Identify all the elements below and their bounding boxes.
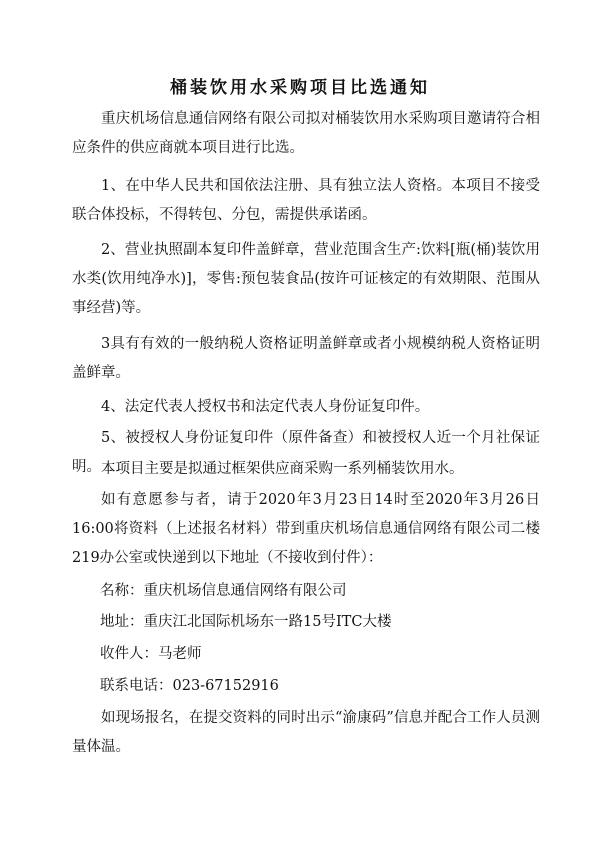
requirement-5: 5、被授权人身份证复印件（原件备查）和被授权人近一个月社保证明。 xyxy=(72,430,540,475)
requirement-2: 2、营业执照副本复印件盖鲜章，营业范围含生产:饮料[瓶(桶)装饮用水类(饮用纯净水)]，零售:预包装食品(按许可证核定的有效期限、范围从事经营)等。 xyxy=(72,242,540,316)
notice-paragraph: 如现场报名，在提交资料的同时出示“渝康码”信息并配合工作人员测量体温。 xyxy=(72,710,540,755)
document-title: 桶装饮用水采购项目比选通知 xyxy=(170,78,430,98)
requirement-1: 1、在中华人民共和国依法注册、具有独立法人资格。本项目不接受联合体投标，不得转包、分包，需提供承诺函。 xyxy=(72,178,540,223)
intro-paragraph: 重庆机场信息通信网络有限公司拟对桶装饮用水采购项目邀请符合相应条件的供应商就本项目进行比选。 xyxy=(72,111,540,156)
contact-recipient: 收件人：马老师 xyxy=(100,646,202,662)
requirement-4: 4、法定代表人授权书和法定代表人身份证复印件。 xyxy=(101,399,430,415)
requirement-3: 3具有有效的一般纳税人资格证明盖鲜章或者小规模纳税人资格证明盖鲜章。 xyxy=(72,336,540,381)
contact-address: 地址：重庆江北国际机场东一路15号ITC大楼 xyxy=(100,614,392,630)
contact-phone: 联系电话：023-67152916 xyxy=(100,678,279,694)
scope-paragraph: 本项目主要是拟通过框架供应商采购一系列桶装饮用水。 xyxy=(101,461,464,477)
contact-name: 名称：重庆机场信息通信网络有限公司 xyxy=(100,583,347,599)
submission-paragraph: 如有意愿参与者，请于2020年3月23日14时至2020年3月26日16:00将资料（上述报名材料）带到重庆机场信息通信网络有限公司二楼219办公室或快递到以下地址（不接收到付件）： xyxy=(72,492,540,566)
